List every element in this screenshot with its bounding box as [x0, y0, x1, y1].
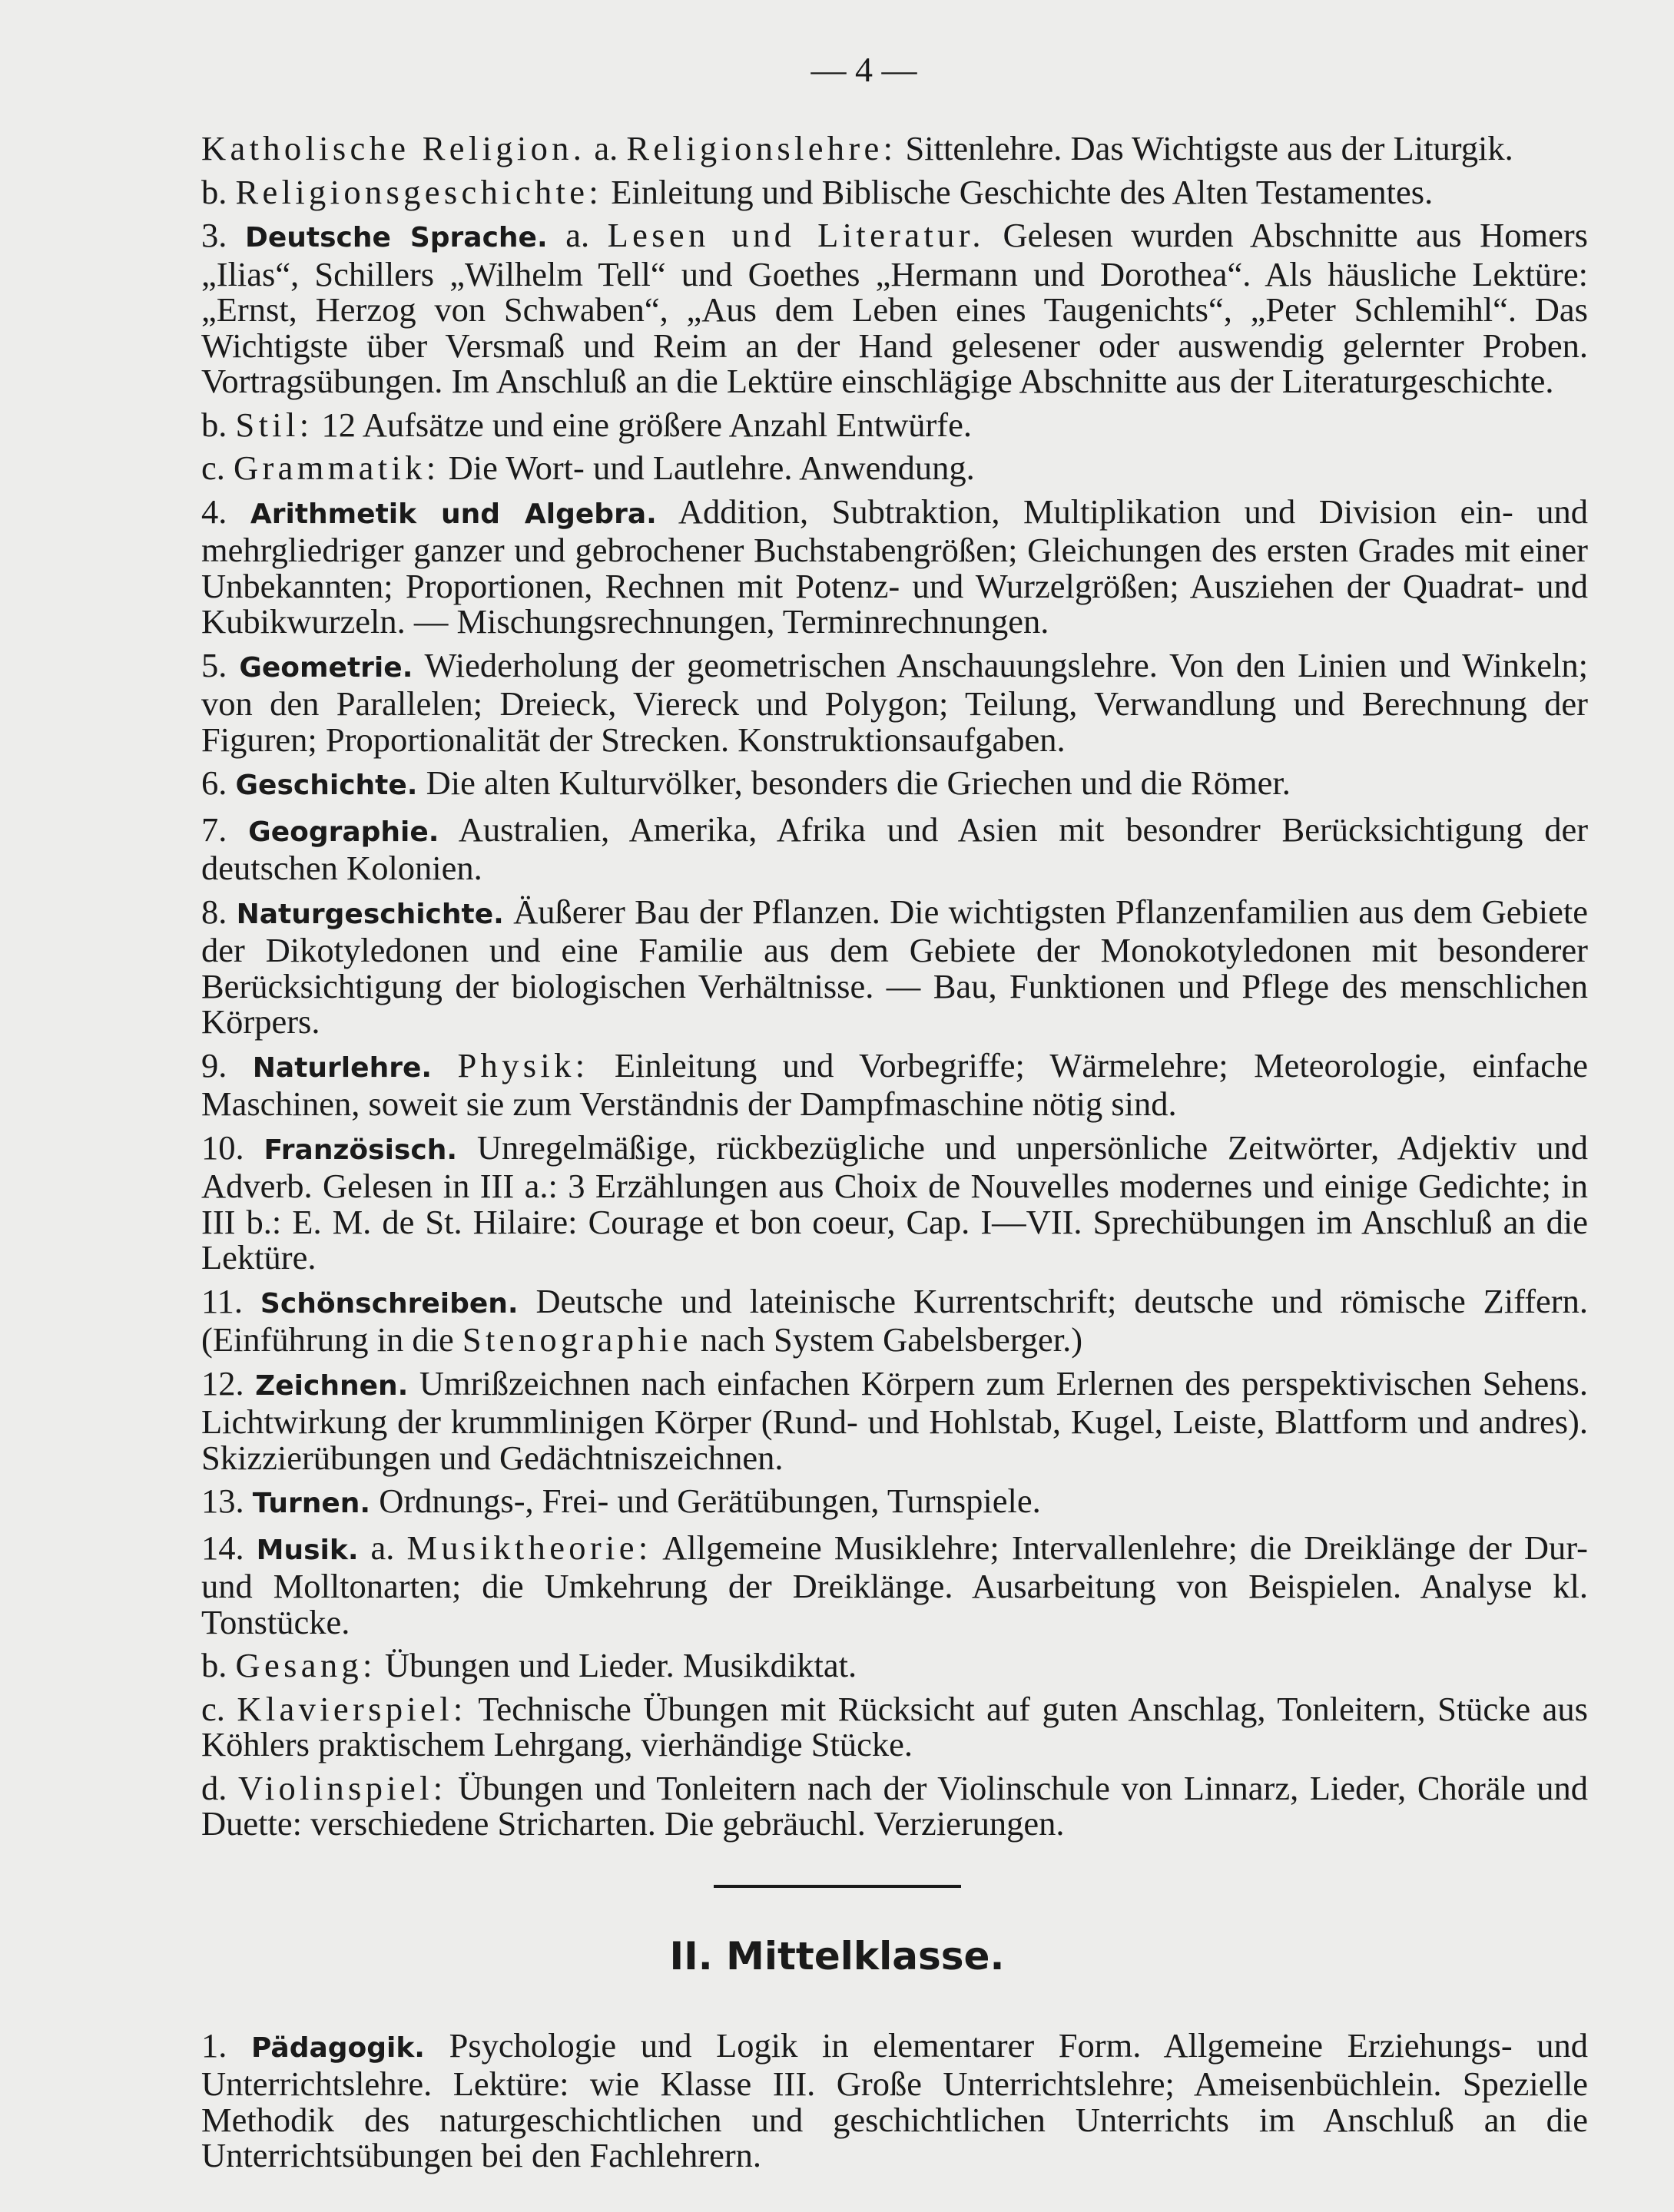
subsection-heading: Violinspiel: [237, 1768, 447, 1807]
subject-heading: Geometrie. [239, 651, 413, 684]
paragraph-arithmetik: 4. Arithmetik und Algebra. Addition, Subtraktion, Multiplikation und Division ein- und mehrgliedriger ganzer und gebrochener Buchstabengrößen; Gleichungen des ersten Grades mit einer Unbekannten; Proportionen, Rechnen mit Potenz- und Wurzelgrößen; Ausziehen der Quadrat- und Kubikwurzeln. — Mischungsrechnungen, Terminrechnungen. [201, 492, 1589, 641]
subject-heading: Naturgeschichte. [236, 898, 504, 930]
paragraph-naturgeschichte: 8. Naturgeschichte. Äußerer Bau der Pflanzen. Die wichtigsten Pflanzenfamilien aus dem Gebiete der Dikotyledonen und eine Familie aus dem Gebiete der Monokotyledonen mit besonderer Berücksichtigung der biologischen Verhältnisse. — Bau, Funktionen und Pflege des menschlichen Körpers. [201, 892, 1589, 1041]
subject-heading: Zeichnen. [255, 1369, 409, 1402]
subject-heading: Schönschreiben. [260, 1287, 519, 1320]
subject-heading: Geschichte. [235, 770, 418, 801]
subject-heading: Französisch. [264, 1134, 458, 1166]
subsection-heading: Stil: [235, 405, 313, 444]
section-title: II. Mittelklasse. [669, 1933, 1005, 1979]
subsection-heading: Religionsgeschichte: [235, 172, 603, 211]
subsection-heading: Lesen und Literatur. [607, 216, 985, 254]
subject-heading: Musik. [256, 1534, 359, 1566]
paragraph-stil: b. Stil: 12 Aufsätze und eine größere Anzahl Entwürfe. [201, 405, 972, 444]
subsection-heading: Grammatik: [234, 449, 440, 487]
subject-heading: Naturlehre. [252, 1051, 433, 1084]
paragraph-turnen: 13. Turnen. Ordnungs-, Frei- und Gerätübungen, Turnspiele. [201, 1482, 1041, 1520]
paragraph-geometrie: 5. Geometrie. Wiederholung der geometrischen Anschauungslehre. Von den Linien und Winkeln; von den Parallelen; Dreieck, Viereck und Polygon; Teilung, Verwandlung und Berechnung der Figuren; Proportionalität der Strecken. Konstruktionsaufgaben. [201, 645, 1588, 759]
paragraph-geschichte: 6. Geschichte. Die alten Kulturvölker, besonders die Griechen und die Römer. [201, 763, 1291, 802]
subject-heading: Deutsche Sprache. [244, 222, 548, 253]
paragraph-grammatik: c. Grammatik: Die Wort- und Lautlehre. Anwendung. [201, 449, 975, 487]
subsection-heading: Musiktheorie: [406, 1528, 652, 1567]
subsection-heading: Klavierspiel: [237, 1689, 467, 1728]
paragraph-violinspiel: d. Violinspiel: Übungen und Tonleitern nach der Violinschule von Linnarz, Lieder, Choräle und Duette: verschiedene Stricharten. Die gebräuchl. Verzierungen. [201, 1768, 1588, 1843]
paragraph-gesang: b. Gesang: Übungen und Lieder. Musikdiktat. [201, 1646, 857, 1684]
subsection-heading: Physik: [457, 1045, 589, 1084]
paragraph-naturlehre: 9. Naturlehre. Physik: Einleitung und Vorbegriffe; Wärmelehre; Meteorologie, einfache Maschinen, soweit sie zum Verständnis der Dampfmaschine nötig sind. [201, 1045, 1589, 1123]
paragraph-musik: 14. Musik. a. Musiktheorie: Allgemeine Musiklehre; Intervallenlehre; die Dreiklänge der Dur- und Molltonarten; die Umkehrung der Dreiklänge. Ausarbeitung von Beispielen. Analyse kl. Tonstücke. [201, 1528, 1588, 1641]
paragraph-deutsche-sprache: 3. Deutsche Sprache. a. Lesen und Literatur. Gelesen wurden Abschnitte aus Homers „Ilias“, Schillers „Wilhelm Tell“ und Goethes „Hermann und Dorothea“. Als häusliche Lektüre: „Ernst, Herzog von Schwaben“, „Aus dem Leben eines Taugenichts“, „Peter Schlemihl“. Das Wichtigste über Versmaß und Reim an der Hand gelesener oder auswendig gelernter Proben. Vortragsübungen. Im Anschluß an die Lektüre einschlägige Abschnitte aus der Literaturgeschichte. [201, 216, 1588, 400]
subsection-heading: Gesang: [235, 1646, 376, 1684]
paragraph-religionsgeschichte: b. Religionsgeschichte: Einleitung und Biblische Geschichte des Alten Testamentes. [201, 172, 1434, 211]
subject-heading: Pädagogik. [250, 2032, 425, 2064]
paragraph-franzoesisch: 10. Französisch. Unregelmäßige, rückbezügliche und unpersönliche Zeitwörter, Adjektiv und Adverb. Gelesen in III a.: 3 Erzählungen aus Choix de Nouvelles modernes und einige Gedichte; in III b.: E. M. de St. Hilaire: Courage et bon coeur, Cap. I—VII. Sprechübungen im Anschluß an die Lektüre. [201, 1128, 1588, 1277]
subject-heading: Geographie. [248, 816, 439, 848]
paragraph-catholic-religion: Katholische Religion. a. Religionslehre: Sittenlehre. Das Wichtigste aus der Liturgik. [201, 129, 1513, 167]
subsection-heading: Religionslehre: [626, 129, 897, 167]
paragraph-klavierspiel: c. Klavierspiel: Technische Übungen mit Rücksicht auf guten Anschlag, Tonleitern, Stücke aus Köhlers praktischem Lehrgang, vierhändige Stücke. [201, 1689, 1588, 1763]
paragraph-zeichnen: 12. Zeichnen. Umrißzeichnen nach einfachen Körpern zum Erlernen des perspektivischen Sehens. Lichtwirkung der krummlinigen Körper (Rund- und Hohlstab, Kugel, Leiste, Blattform und andres). Skizzierübungen und Gedächtniszeichnen. [201, 1363, 1588, 1477]
paragraph-geographie: 7. Geographie. Australien, Amerika, Afrika und Asien mit besondrer Berücksichtigung der deutschen Kolonien. [201, 810, 1589, 887]
subject-heading: Turnen. [252, 1488, 371, 1519]
spaced-term: Stenographie [462, 1320, 692, 1359]
section-divider [714, 1885, 961, 1888]
page-number: — 4 — [810, 50, 917, 89]
paragraph-paedagogik: 1. Pädagogik. Psychologie und Logik in elementarer Form. Allgemeine Erziehungs- und Unterrichtslehre. Lektüre: wie Klasse III. Große Unterrichtslehre; Ameisenbüchlein. Spezielle Methodik des naturgeschichtlichen und geschichtlichen Unterrichts im Anschluß an die Unterrichtsübungen bei den Fachlehrern. [201, 2025, 1589, 2174]
paragraph-schoenschreiben: 11. Schönschreiben. Deutsche und lateinische Kurrentschrift; deutsche und römische Ziffern. (Einführung in die Stenographie nach System Gabelsberger.) [201, 1281, 1588, 1359]
subject-heading: Katholische Religion. [201, 129, 586, 167]
subject-heading: Arithmetik und Algebra. [250, 498, 657, 530]
